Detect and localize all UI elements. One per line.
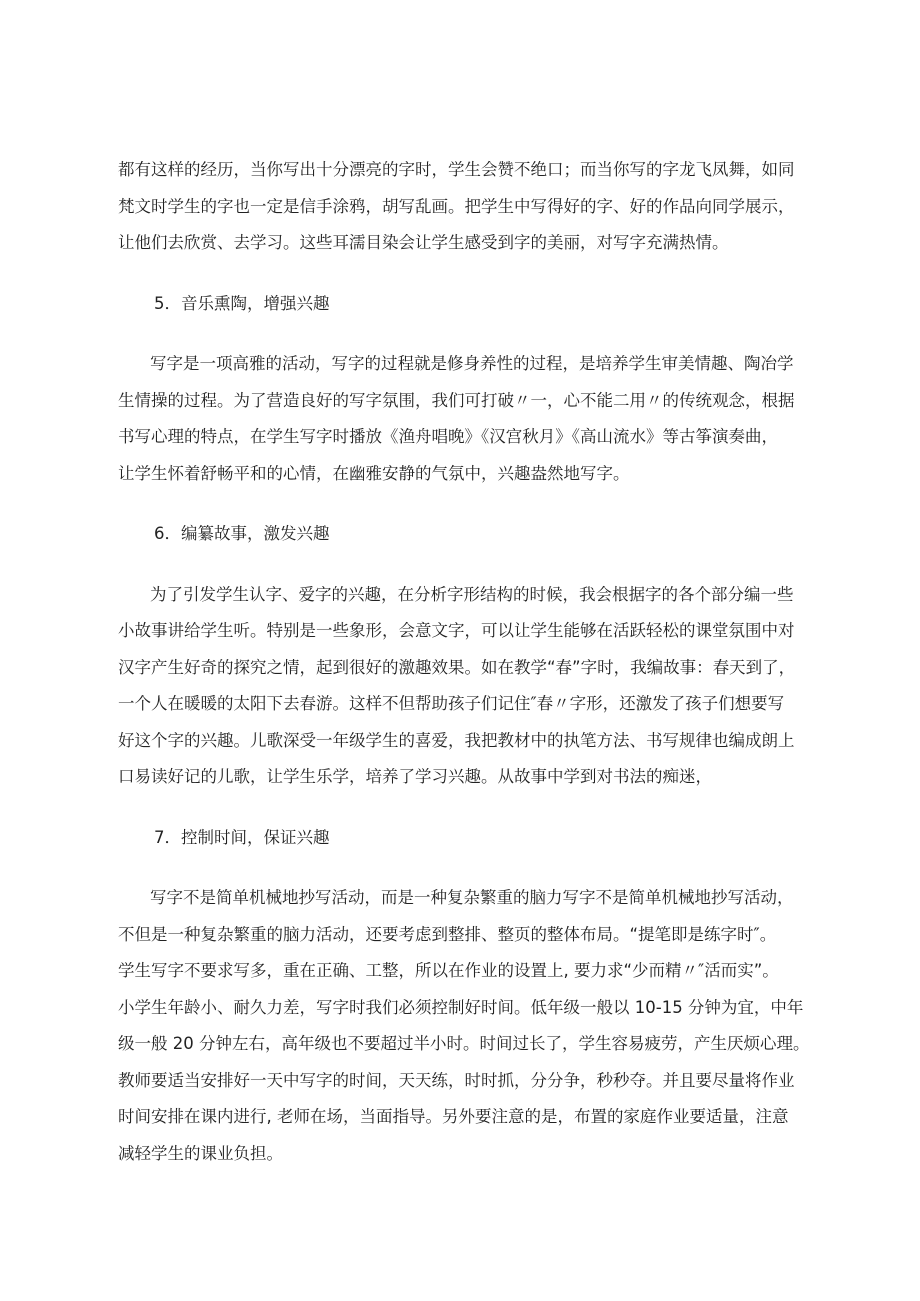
paragraph-line: 让他们去欣赏、去学习。这些耳濡目染会让学生感受到字的美丽，对写字充满热情。 [118,233,729,252]
section-heading-7: 7．控制时间，保证兴趣 [154,827,330,847]
paragraph-line: 教师要适当安排好一天中写字的时间，天天练，时时抓，分分争，秒秒夺。并且要尽量将作业 [118,1070,795,1090]
paragraph-line: 生情操的过程。为了营造良好的写字氛围，我们可打破〃一，心不能二用〃的传统观念，根据 [118,390,795,410]
section-heading-5: 5．音乐熏陶，增强兴趣 [154,293,330,313]
paragraph-line: 学生写字不要求写多，重在正确、工整，所以在作业的设置上, 要力求“少而精〃″活而实”。 [118,961,779,980]
paragraph-line: 让学生怀着舒畅平和的心情，在幽雅安静的气氛中，兴趣盎然地写字。 [118,463,630,483]
paragraph-line: 不但是一种复杂繁重的脑力活动，还要考虑到整排、整页的整体布局。“提笔即是练字时″。 [118,924,777,944]
spacer [118,856,818,880]
paragraph-line: 写字是一项高雅的活动，写字的过程就是修身养性的过程，是培养学生审美情趣、陶冶学 [150,354,794,373]
paragraph-line: 汉字产生好奇的探究之情，起到很好的激趣效果。如在教学“春”字时，我编故事：春天到了， [118,657,796,677]
spacer [118,553,818,577]
document-page [118,152,818,1172]
paragraph-2 [118,346,818,492]
paragraph-line: 口易读好记的儿歌，让学生乐学，培养了学习兴趣。从故事中学到对书法的痴迷， [118,767,712,786]
section-heading-6: 6．编纂故事，激发兴趣 [154,524,330,543]
paragraph-line: 级一般 20 分钟左右，高年级也不要超过半小时。时间过长了，学生容易疲劳，产生厌烦心理。 [118,1034,810,1053]
spacer [118,322,818,346]
paragraph-line: 减轻学生的课业负担。 [118,1143,283,1163]
paragraph-line: 小学生年龄小、耐久力差，写字时我们必须控制好时间。低年级一般以 10-15 分钟为宜，中年 [118,997,804,1017]
paragraph-line: 梵文时学生的字也一定是信手涂鸦，胡写乱画。把学生中写得好的字、好的作品向同学展示， [118,196,795,216]
paragraph-line: 都有这样的经历，当你写出十分漂亮的字时，学生会赞不绝口；而当你写的字龙飞凤舞，如同 [118,160,795,179]
paragraph-line: 为了引发学生认字、爱字的兴趣，在分析字形结构的时候，我会根据字的各个部分编一些 [150,584,794,604]
paragraph-4 [118,880,818,1172]
paragraph-line: 时间安排在课内进行, 老师在场，当面指导。另外要注意的是，布置的家庭作业要适量，注意 [118,1107,789,1126]
paragraph-line: 好这个字的兴趣。儿歌深受一年级学生的喜爱，我把教材中的执笔方法、书写规律也编成朗上 [118,730,795,750]
paragraph-1 [118,152,818,262]
paragraph-3 [118,577,818,796]
paragraph-line: 一个人在暖暖的太阳下去春游。这样不但帮助孩子们记住″春〃字形，还激发了孩子们想要写 [118,694,785,713]
spacer [118,492,818,516]
paragraph-line: 写字不是简单机械地抄写活动，而是一种复杂繁重的脑力写字不是简单机械地抄写活动， [150,888,794,907]
paragraph-line: 书写心理的特点，在学生写字时播放《渔舟唱晚》《汉宫秋月》《高山流水》等古筝演奏曲， [118,427,778,446]
spacer [118,262,818,286]
paragraph-line: 小故事讲给学生听。特别是一些象形，会意文字，可以让学生能够在活跃轻松的课堂氛围中对 [118,621,795,640]
spacer [118,796,818,820]
